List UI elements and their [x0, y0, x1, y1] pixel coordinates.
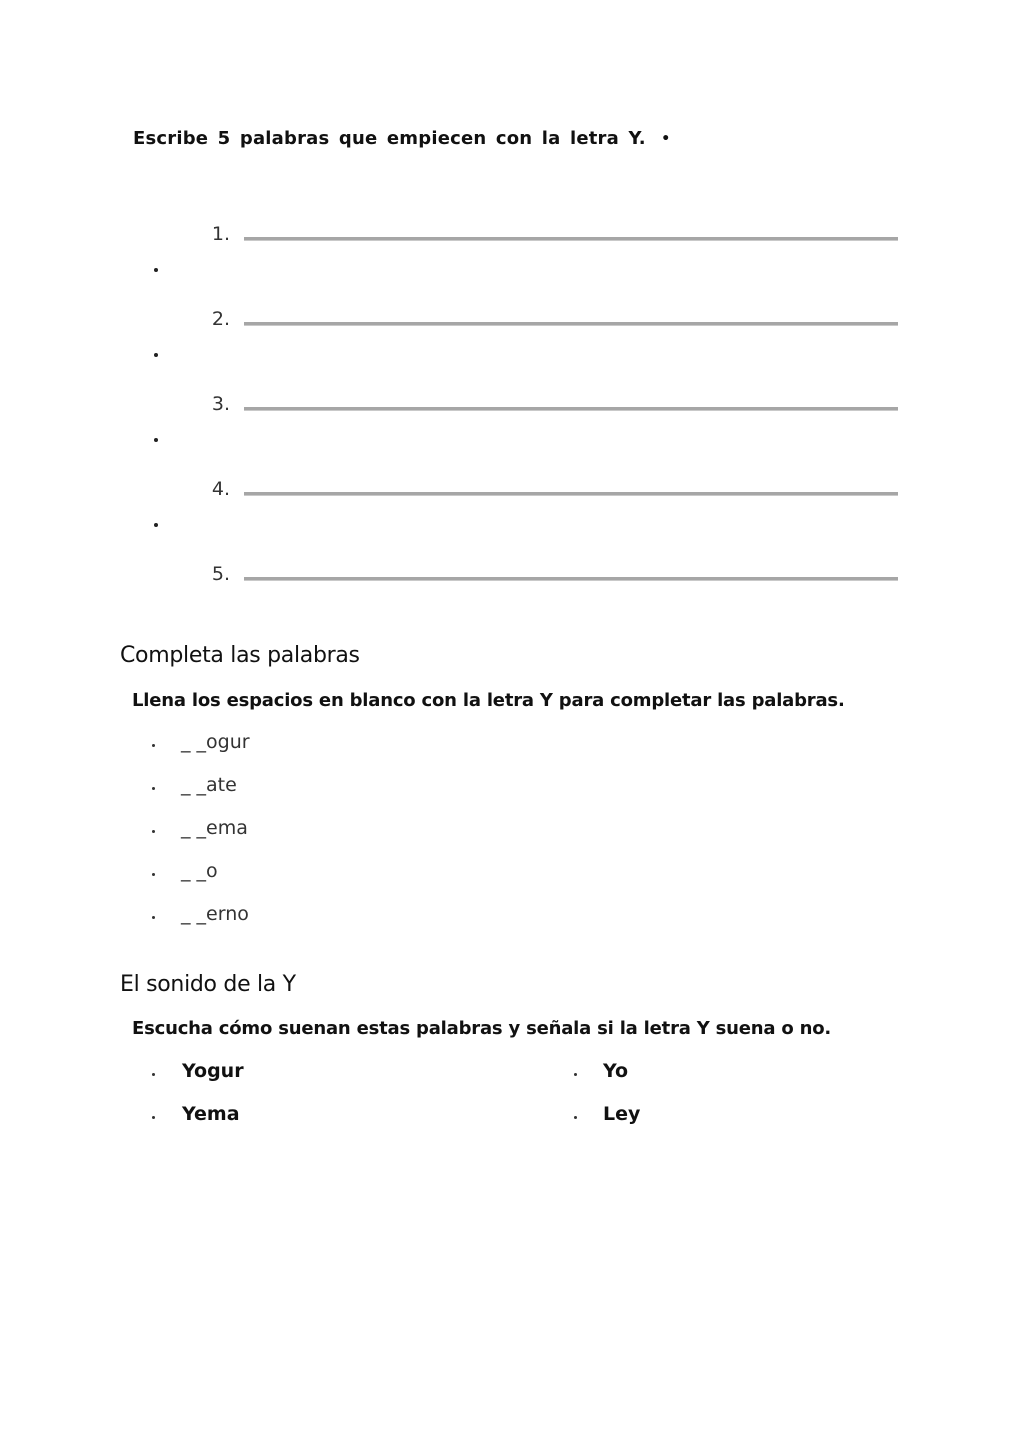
bullet-dot: [152, 873, 155, 876]
word-yogur: Yogur: [182, 1060, 244, 1082]
line-number-4: 4.: [211, 478, 230, 500]
bullet-dot: [152, 1116, 155, 1119]
answer-line-4[interactable]: [244, 492, 898, 496]
line-number-2: 2.: [211, 308, 230, 330]
fill-in-word-5: _ _erno: [181, 903, 249, 925]
section2-heading: Completa las palabras: [120, 643, 360, 668]
bullet-dot: [574, 1116, 577, 1119]
word-ley: Ley: [603, 1103, 641, 1125]
bullet-dot: [152, 787, 155, 790]
bullet-dot: [154, 438, 158, 442]
line-number-5: 5.: [211, 563, 230, 585]
section3-heading: El sonido de la Y: [120, 972, 296, 997]
section1-instruction-text: Escribe 5 palabras que empiecen con la letra Y.: [133, 128, 646, 149]
bullet-dot: [152, 916, 155, 919]
word-yo: Yo: [603, 1060, 629, 1082]
fill-in-word-1: _ _ogur: [181, 731, 250, 753]
fill-in-word-4: _ _o: [181, 860, 218, 882]
bullet-dot: [152, 744, 155, 747]
bullet-dot: [152, 1073, 155, 1076]
fill-in-word-2: _ _ate: [181, 774, 237, 796]
section3-instruction: Escucha cómo suenan estas palabras y señala si la letra Y suena o no.: [132, 1018, 832, 1039]
bullet-dot: [152, 830, 155, 833]
bullet-dot: [154, 268, 158, 272]
trailing-bullet: •: [661, 131, 671, 147]
answer-line-3[interactable]: [244, 407, 898, 411]
line-number-3: 3.: [211, 393, 230, 415]
answer-line-1[interactable]: [244, 237, 898, 241]
line-number-1: 1.: [211, 223, 230, 245]
answer-line-2[interactable]: [244, 322, 898, 326]
fill-in-word-3: _ _ema: [181, 817, 248, 839]
bullet-dot: [574, 1073, 577, 1076]
section2-instruction: Llena los espacios en blanco con la letra Y para completar las palabras.: [132, 690, 845, 711]
section1-instruction: [133, 128, 670, 149]
word-yema: Yema: [182, 1103, 240, 1125]
bullet-dot: [154, 523, 158, 527]
bullet-dot: [154, 353, 158, 357]
answer-line-5[interactable]: [244, 577, 898, 581]
